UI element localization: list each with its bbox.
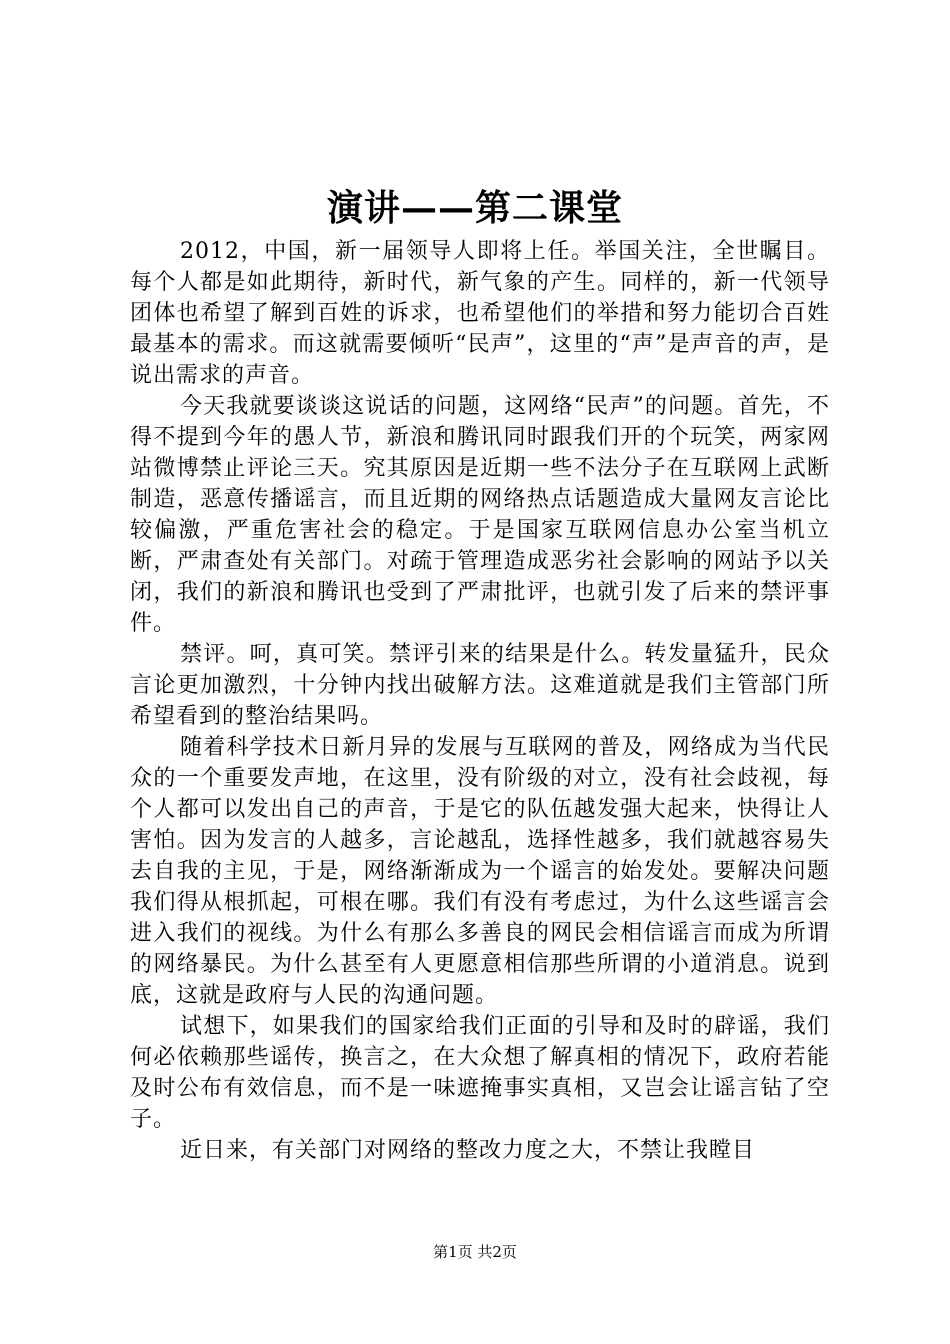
paragraph: 试想下，如果我们的国家给我们正面的引导和及时的辟谣，我们何必依赖那些谣传，换言之，在大众想了解真相的情况下，政府若能及时公布有效信息，而不是一味遮掩事实真相，又岂会让谣言钻了空子。 <box>130 1014 830 1132</box>
paragraph: 近日来，有关部门对网络的整改力度之大，不禁让我瞠目 <box>180 1138 756 1163</box>
document-body <box>130 236 830 1166</box>
paragraph: 禁评。呵，真可笑。禁评引来的结果是什么。转发量猛升，民众言论更加激烈，十分钟内找出破解方法。这难道就是我们主管部门所希望看到的整治结果吗。 <box>130 642 830 729</box>
paragraph: 随着科学技术日新月异的发展与互联网的普及，网络成为当代民众的一个重要发声地，在这里，没有阶级的对立，没有社会歧视，每个人都可以发出自己的声音，于是它的队伍越发强大起来，快得让人害怕。因为发言的人越多，言论越乱，选择性越多，我们就越容易失去自我的主见，于是，网络渐渐成为一个谣言的始发处。要解决问题我们得从根抓起，可根在哪。我们有没有考虑过，为什么这些谣言会进入我们的视线。为什么有那么多善良的网民会相信谣言而成为所谓的网络暴民。为什么甚至有人更愿意相信那些所谓的小道消息。说到底，这就是政府与人民的沟通问题。 <box>130 735 830 1008</box>
paragraph: 今天我就要谈谈这说话的问题，这网络“民声”的问题。首先，不得不提到今年的愚人节，新浪和腾讯同时跟我们开的个玩笑，两家网站微博禁止评论三天。究其原因是近期一些不法分子在互联网上武断制造，恶意传播谣言，而且近期的网络热点话题造成大量网友言论比较偏激，严重危害社会的稳定。于是国家互联网信息办公室当机立断，严肃查处有关部门。对疏于管理造成恶劣社会影响的网站予以关闭，我们的新浪和腾讯也受到了严肃批评，也就引发了后来的禁评事件。 <box>130 394 830 636</box>
page-footer: 第1页 共2页 <box>433 1243 517 1261</box>
document-title: 演讲——第二课堂 <box>326 187 623 229</box>
paragraph: 2012，中国，新一届领导人即将上任。举国关注，全世瞩目。每个人都是如此期待，新时代，新气象的产生。同样的，新一代领导团体也希望了解到百姓的诉求，也希望他们的举措和努力能切合百姓最基本的需求。而这就需要倾听“民声”，这里的“声”是声音的声，是说出需求的声音。 <box>130 239 830 388</box>
